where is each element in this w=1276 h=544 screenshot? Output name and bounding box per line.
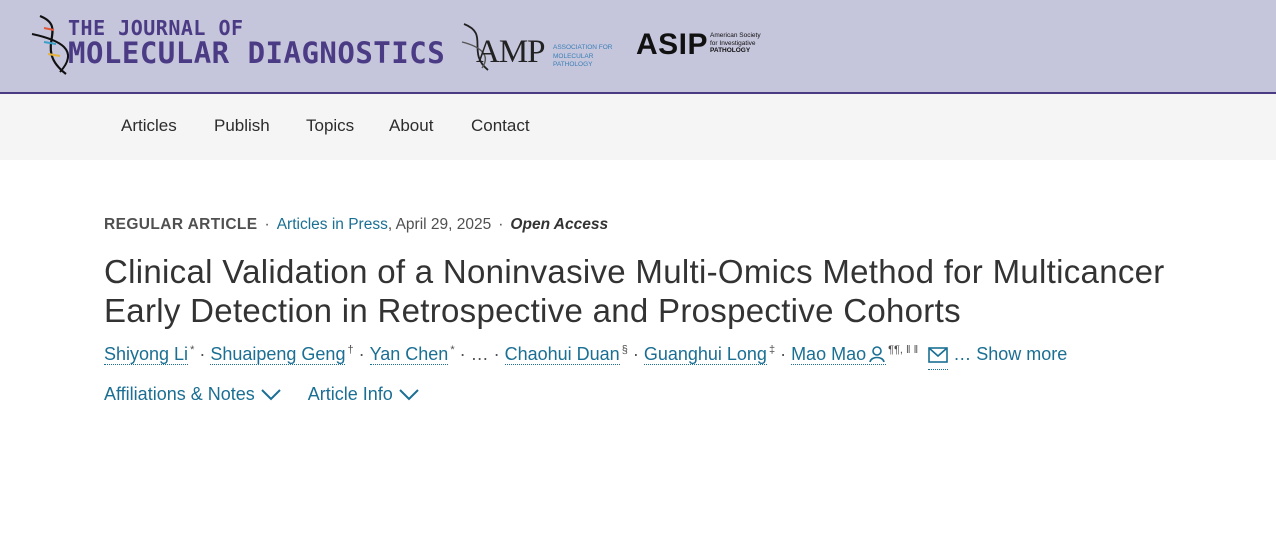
article-type: REGULAR ARTICLE (104, 216, 258, 233)
corresponding-author-link[interactable] (791, 344, 886, 365)
amp-logo-text: AMP (476, 34, 545, 70)
author-footnote-mark[interactable]: ¶¶, ‖ ‖ (888, 344, 919, 356)
main-nav (0, 94, 1276, 160)
author-footnote-mark[interactable]: * (450, 344, 455, 356)
author-list (104, 344, 1067, 370)
meta-separator: · (264, 216, 270, 233)
author-footnote-mark[interactable]: § (621, 344, 628, 356)
articles-in-press-link[interactable]: Articles in Press (276, 216, 388, 233)
person-icon (868, 345, 886, 363)
asip-sub-line2: for Investigative (710, 39, 756, 47)
nav-about[interactable]: About (389, 116, 434, 135)
article-info-label: Article Info (307, 384, 393, 404)
nav-contact[interactable]: Contact (471, 116, 530, 135)
nav-articles[interactable]: Articles (121, 116, 177, 135)
article-title: Clinical Validation of a Noninvasive Multi-Omics Method for Multicancer Early Detection in Retrospective and Prospective Cohorts (104, 253, 1165, 329)
amp-logo-subtitle: ASSOCIATION FOR MOLECULAR PATHOLOGY (553, 44, 613, 68)
asip-sub-line3: PATHOLOGY (710, 47, 751, 54)
affiliations-notes-label: Affiliations & Notes (104, 384, 255, 404)
author-footnote-mark[interactable]: ‡ (768, 344, 776, 356)
author-link[interactable]: Shiyong Li (104, 344, 189, 364)
asip-logo-subtitle (710, 32, 790, 55)
journal-name-line1: THE JOURNAL OF (68, 16, 244, 40)
journal-logo[interactable] (30, 14, 470, 76)
show-more-authors-button[interactable]: … Show more (953, 344, 1068, 364)
author-name: Mao Mao (791, 344, 867, 364)
publication-date: , April 29, 2025 (387, 216, 492, 233)
author-separator: · (199, 344, 206, 364)
chevron-down-icon (261, 389, 281, 401)
author-link[interactable]: Yan Chen (369, 344, 449, 364)
nav-publish[interactable]: Publish (214, 116, 270, 135)
author-separator: · (459, 344, 466, 364)
author-link[interactable]: Guanghui Long (643, 344, 767, 364)
asip-logo-text: ASIP (636, 28, 709, 61)
mail-icon[interactable] (928, 347, 948, 370)
asip-sub-line1: American Society (710, 32, 761, 39)
journal-name-line2: MOLECULAR DIAGNOSTICS (68, 36, 446, 70)
site-banner (0, 0, 1276, 94)
affiliations-notes-toggle[interactable] (104, 384, 281, 405)
author-separator: · (780, 344, 787, 364)
article-meta (104, 216, 608, 234)
article-info-toggle[interactable] (308, 384, 419, 405)
author-separator: · (358, 344, 365, 364)
open-access-label: Open Access (510, 216, 609, 233)
author-separator: · (493, 344, 500, 364)
author-footnote-mark[interactable]: † (347, 344, 354, 356)
author-link[interactable]: Shuaipeng Geng (210, 344, 346, 364)
author-link[interactable]: Chaohui Duan (504, 344, 620, 364)
nav-topics[interactable]: Topics (306, 116, 355, 135)
article-expanders (104, 384, 441, 405)
chevron-down-icon (399, 389, 419, 401)
amp-logo[interactable] (460, 18, 620, 74)
author-separator: · (632, 344, 639, 364)
hidden-authors-ellipsis: … (470, 344, 489, 364)
author-footnote-mark[interactable]: * (190, 344, 195, 356)
meta-separator: · (498, 216, 504, 233)
